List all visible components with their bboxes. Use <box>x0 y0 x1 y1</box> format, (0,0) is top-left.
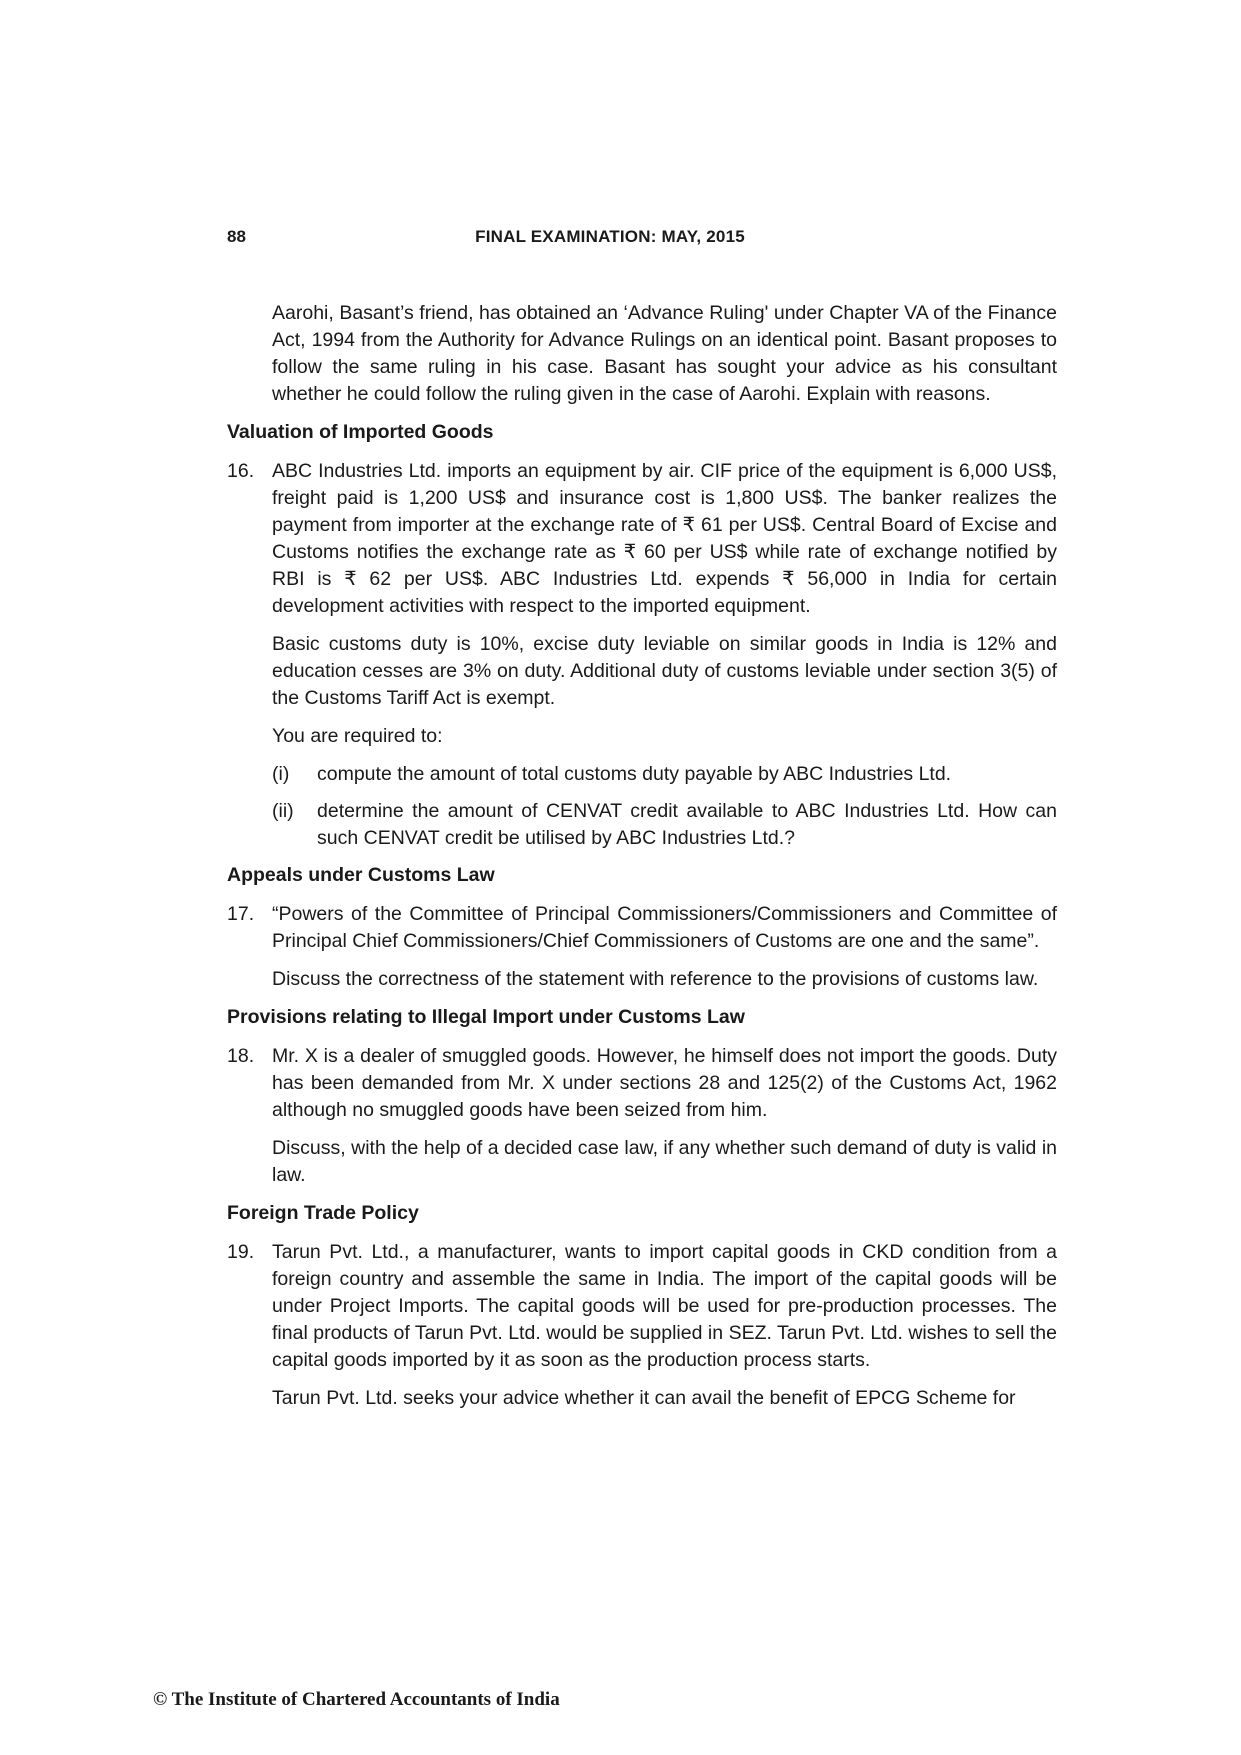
question-18 <box>227 1043 1057 1124</box>
question-paragraph: Tarun Pvt. Ltd. seeks your advice whether it can avail the benefit of EPCG Scheme for <box>272 1387 1016 1409</box>
question-number: 19. <box>227 1241 255 1263</box>
question-number: 16. <box>227 460 255 482</box>
question-paragraph: Discuss the correctness of the statement with reference to the provisions of customs law. <box>272 968 1039 990</box>
intro-paragraph: Aarohi, Basant’s friend, has obtained an ‘Advance Ruling' under Chapter VA of the Finance Act, 1994 from the Authority for Advance Rulings on an identical point. Basant proposes to follow the same ruling in his case. Basant has sought your advice as his consultant whether he could follow the ruling given in the case of Aarohi. Explain with reasons. <box>272 302 1057 405</box>
footer-copyright: © The Institute of Chartered Accountants of India <box>153 1689 560 1710</box>
question-paragraph: You are required to: <box>272 725 443 747</box>
question-16 <box>227 458 1057 620</box>
question-text: “Powers of the Committee of Principal Commissioners/Commissioners and Committee of Principal Chief Commissioners/Chief Commissioners of Customs are one and the same”. <box>272 903 1057 952</box>
question-19 <box>227 1239 1057 1374</box>
sub-item-text: compute the amount of total customs duty payable by ABC Industries Ltd. <box>317 763 952 785</box>
section-heading: Provisions relating to Illegal Import under Customs Law <box>227 1006 745 1028</box>
question-paragraph: Basic customs duty is 10%, excise duty leviable on similar goods in India is 12% and education cesses are 3% on duty. Additional duty of customs leviable under section 3(5) of the Customs Tariff Act is exempt. <box>272 633 1057 709</box>
page-header-title: FINAL EXAMINATION: MAY, 2015 <box>475 227 745 246</box>
section-heading: Foreign Trade Policy <box>227 1202 419 1224</box>
sub-item-label: (ii) <box>272 800 294 822</box>
question-text: ABC Industries Ltd. imports an equipment by air. CIF price of the equipment is 6,000 US$, freight paid is 1,200 US$ and insurance cost is 1,800 US$. The banker realizes the payment from importer at the exchange rate of ₹ 61 per US$. Central Board of Excise and Customs notifies the exchange rate as ₹ 60 per US$ while rate of exchange notified by RBI is ₹ 62 per US$. ABC Industries Ltd. expends ₹ 56,000 in India for certain development activities with respect to the imported equipment. <box>272 460 1057 617</box>
question-number: 18. <box>227 1045 255 1067</box>
section-heading: Appeals under Customs Law <box>227 864 495 886</box>
page-number: 88 <box>227 227 246 246</box>
section-heading: Valuation of Imported Goods <box>227 421 494 443</box>
question-paragraph: Discuss, with the help of a decided case law, if any whether such demand of duty is valid in law. <box>272 1137 1057 1186</box>
question-text: Tarun Pvt. Ltd., a manufacturer, wants to import capital goods in CKD condition from a foreign country and assemble the same in India. The import of the capital goods will be under Project Imports. The capital goods will be used for pre-production processes. The final products of Tarun Pvt. Ltd. would be supplied in SEZ. Tarun Pvt. Ltd. wishes to sell the capital goods imported by it as soon as the production process starts. <box>272 1241 1057 1371</box>
question-text: Mr. X is a dealer of smuggled goods. However, he himself does not import the goods. Duty has been demanded from Mr. X under sections 28 and 125(2) of the Customs Act, 1962 although no smuggled goods have been seized from him. <box>272 1045 1057 1121</box>
question-number: 17. <box>227 903 255 925</box>
sub-item-text: determine the amount of CENVAT credit available to ABC Industries Ltd. How can such CENVAT credit be utilised by ABC Industries Ltd.? <box>317 800 1057 849</box>
sub-item-label: (i) <box>272 763 290 785</box>
sub-item-ii <box>272 798 1057 852</box>
question-17 <box>227 901 1057 955</box>
sub-item-i <box>272 761 1057 788</box>
page-content <box>227 300 1057 1423</box>
